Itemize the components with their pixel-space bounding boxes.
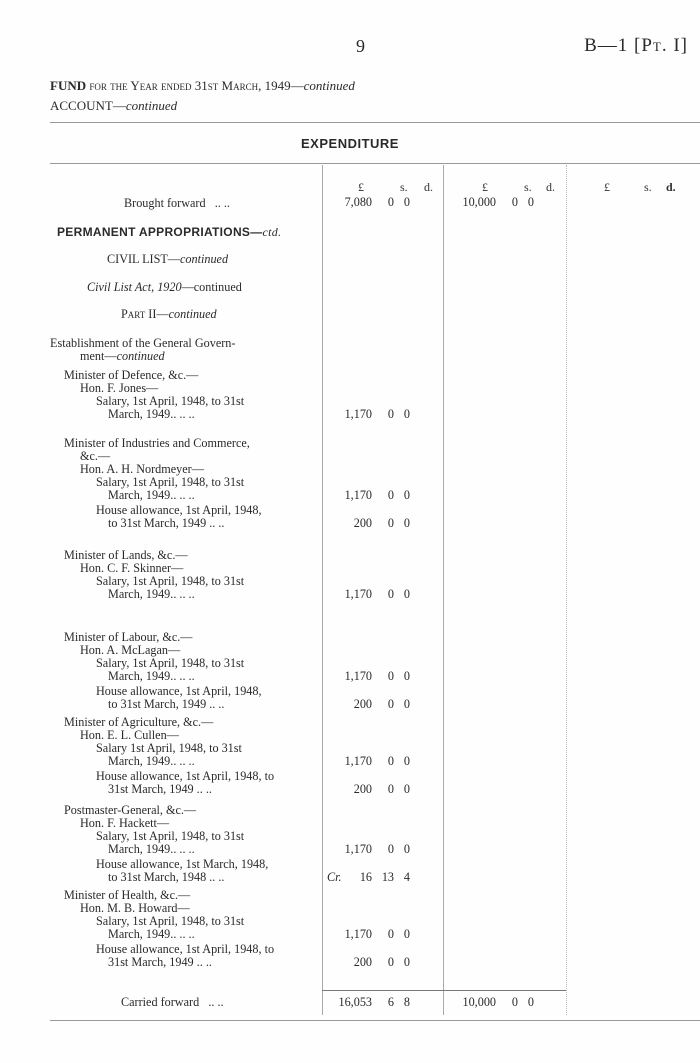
minister-title: Minister of Lands, &c.— (64, 548, 188, 562)
item-description: Salary, 1st April, 1948, to 31st (96, 475, 245, 489)
item-amount: 200 0 0 (353, 955, 410, 969)
brought-forward-col1: 7,080 0 0 (344, 195, 410, 209)
brought-forward-label: Brought forward .. .. (124, 196, 230, 210)
item-description-cont: to 31st March, 1949 .. .. (108, 516, 225, 530)
item-amount: 1,170 0 0 (344, 669, 410, 683)
minister-name: Hon. A. McLagan— (80, 643, 181, 657)
item-amount: 200 0 0 (353, 697, 410, 711)
col3-pound-header: £ (604, 180, 610, 194)
fund-label: FUND (50, 78, 87, 93)
header-account-line (50, 98, 177, 114)
establishment-line1: Establishment of the General Govern- (50, 336, 236, 350)
minister-title: Minister of Labour, &c.— (64, 630, 193, 644)
minister-title: Minister of Health, &c.— (64, 888, 191, 902)
minister-name: Hon. F. Hackett— (80, 816, 170, 830)
column-separator-3 (566, 165, 567, 1015)
item-description-cont: March, 1949.. .. .. (108, 587, 195, 601)
header-fund-line (50, 78, 355, 94)
page-number: 9 (356, 36, 365, 56)
item-amount: 200 0 0 (353, 516, 410, 530)
fund-line-continued: continued (303, 78, 355, 93)
item-description: House allowance, 1st April, 1948, (96, 503, 262, 517)
col1-total-rule (322, 990, 443, 991)
item-amount: 1,170 0 0 (344, 927, 410, 941)
item-amount: 1,170 0 0 (344, 842, 410, 856)
minister-title: Minister of Industries and Commerce, (64, 436, 250, 450)
item-description-cont: March, 1949.. .. .. (108, 407, 195, 421)
item-description: House allowance, 1st April, 1948, to (96, 769, 275, 783)
carried-forward-label: Carried forward .. .. (121, 995, 224, 1009)
item-description-cont: 31st March, 1949 .. .. (108, 955, 212, 969)
col3-shilling-header: s. (644, 180, 652, 194)
item-amount: 16 13 4 (359, 870, 410, 884)
col2-total-rule (443, 990, 566, 991)
item-description-cont: March, 1949.. .. .. (108, 754, 195, 768)
col3-pence-header: d. (666, 180, 676, 194)
minister-name: Hon. M. B. Howard— (80, 901, 190, 915)
header-rule (50, 122, 700, 123)
minister-title: Postmaster-General, &c.— (64, 803, 197, 817)
item-description: Salary, 1st April, 1948, to 31st (96, 656, 245, 670)
item-amount: 1,170 0 0 (344, 407, 410, 421)
credit-marker: Cr. (327, 870, 342, 884)
item-description: Salary, 1st April, 1948, to 31st (96, 394, 245, 408)
item-description: Salary, 1st April, 1948, to 31st (96, 914, 245, 928)
title-rule (50, 163, 700, 164)
column-separator-2 (443, 165, 444, 1015)
part-two-heading: Part II—continued (121, 307, 217, 321)
item-description-cont: 31st March, 1949 .. .. (108, 782, 212, 796)
fund-line-text: for the Year ended 31st March, 1949— (86, 78, 304, 93)
minister-name: Hon. C. F. Skinner— (80, 561, 184, 575)
item-description-cont: March, 1949.. .. .. (108, 927, 195, 941)
minister-title: Minister of Agriculture, &c.— (64, 715, 214, 729)
item-amount: 200 0 0 (353, 782, 410, 796)
establishment-line2: ment—continued (80, 349, 165, 363)
account-continued: continued (125, 98, 178, 113)
minister-title-cont: &c.— (80, 449, 111, 463)
civil-list-heading: CIVIL LIST—continued (107, 252, 229, 266)
item-description: House allowance, 1st April, 1948, to (96, 942, 275, 956)
column-separator-1 (322, 165, 323, 1015)
item-amount: 1,170 0 0 (344, 488, 410, 502)
item-description: Salary, 1st April, 1948, to 31st (96, 574, 245, 588)
minister-title: Minister of Defence, &c.— (64, 368, 199, 382)
item-description-cont: March, 1949.. .. .. (108, 842, 195, 856)
bottom-rule (50, 1020, 700, 1021)
minister-name: Hon. F. Jones— (80, 381, 159, 395)
account-label: ACCOUNT— (50, 98, 126, 113)
item-amount: 1,170 0 0 (344, 587, 410, 601)
carried-forward-col2: 10,000 0 0 (462, 995, 534, 1009)
carried-forward-col1: 16,053 6 8 (338, 995, 410, 1009)
item-description-cont: March, 1949.. .. .. (108, 488, 195, 502)
col2-pound-header: £ (482, 180, 488, 194)
item-description: House allowance, 1st March, 1948, (96, 857, 269, 871)
item-description-cont: March, 1949.. .. .. (108, 669, 195, 683)
item-description-cont: to 31st March, 1948 .. .. (108, 870, 225, 884)
item-amount: 1,170 0 0 (344, 754, 410, 768)
col1-shilling-header: s. (400, 180, 408, 194)
col2-pence-header: d. (546, 180, 555, 194)
col1-pence-header: d. (424, 180, 433, 194)
col1-pound-header: £ (358, 180, 364, 194)
item-description: House allowance, 1st April, 1948, (96, 684, 262, 698)
brought-forward-col2: 10,000 0 0 (462, 195, 534, 209)
col2-shilling-header: s. (524, 180, 532, 194)
document-reference: B—1 [Pt. I] (584, 35, 688, 56)
section-title: EXPENDITURE (301, 136, 399, 151)
civil-list-act-heading: Civil List Act, 1920—continued (87, 280, 242, 294)
item-description-cont: to 31st March, 1949 .. .. (108, 697, 225, 711)
minister-name: Hon. E. L. Cullen— (80, 728, 179, 742)
minister-name: Hon. A. H. Nordmeyer— (80, 462, 204, 476)
permanent-appropriations-heading: PERMANENT APPROPRIATIONS—ctd. (57, 225, 282, 239)
item-description: Salary 1st April, 1948, to 31st (96, 741, 242, 755)
item-description: Salary, 1st April, 1948, to 31st (96, 829, 245, 843)
